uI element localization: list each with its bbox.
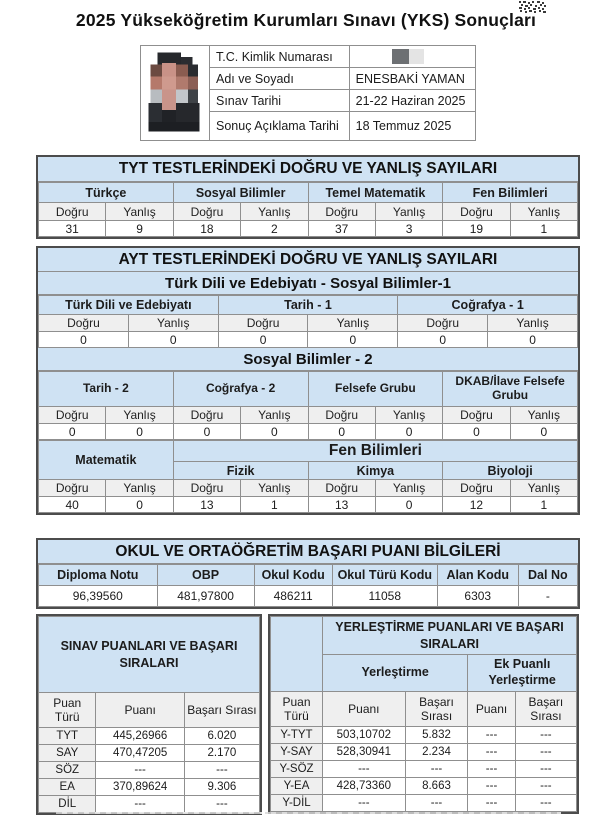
ayt-value: 0 [241,424,308,440]
ayt-value: 0 [443,424,510,440]
ayt-value: 0 [218,332,308,348]
wrong-label: Yanlış [241,480,308,497]
redaction-block [392,49,409,64]
school-info-table [36,538,580,609]
placement-group-main: Yerleştirme [323,655,468,692]
correct-label: Doğru [173,203,240,221]
wrong-label: Yanlış [375,203,442,221]
announce-date-value: 18 Temmuz 2025 [349,112,475,141]
school-col-header: Okul Kodu [254,565,332,586]
extra-rank-value: --- [515,795,576,812]
ayt-subject: Tarih - 2 [39,372,174,407]
tyt-value: 3 [375,221,442,237]
school-col-header: Dal No [518,565,577,586]
ayt-value: 12 [443,497,510,513]
ayt-subject: Felsefe Grubu [308,372,443,407]
rank-value: --- [405,761,468,778]
rank-value: 9.306 [184,779,259,796]
extra-rank-value: --- [515,727,576,744]
rank-value: 6.020 [184,728,259,745]
ayt-value: 0 [488,332,578,348]
school-value: 96,39560 [39,586,158,607]
wrong-label: Yanlış [510,480,577,497]
tyt-value: 19 [443,221,510,237]
score-type: SAY [39,745,96,762]
name-label: Adı ve Soyadı [210,68,350,90]
score-value: 370,89624 [96,779,184,796]
rank-value: 8.663 [405,778,468,795]
placement-row [271,744,577,761]
ayt-value: 0 [375,424,442,440]
extra-rank-value: --- [515,761,576,778]
candidate-photo [141,46,210,141]
correct-label: Doğru [173,480,240,497]
ayt-value: 0 [398,332,488,348]
correct-label: Doğru [398,315,488,332]
correct-label: Doğru [443,407,510,424]
redaction-block [409,49,424,64]
school-col-header: OBP [157,565,254,586]
rank-value: --- [184,762,259,779]
rank-value: 2.234 [405,744,468,761]
wrong-label: Yanlış [241,203,308,221]
tyt-title: TYT TESTLERİNDEKİ DOĞRU VE YANLIŞ SAYILARI [38,157,578,182]
extra-score-value: --- [468,744,515,761]
ayt-subject: Coğrafya - 1 [398,296,578,315]
tyt-value: 1 [510,221,577,237]
placement-group-extra: Ek Puanlı Yerleştirme [468,655,577,692]
wrong-label: Yanlış [106,480,173,497]
score-type: Y-DİL [271,795,323,812]
wrong-label: Yanlış [106,203,173,221]
score-row [39,745,260,762]
score-row [39,762,260,779]
score-type: Y-EA [271,778,323,795]
score-value: 445,26966 [96,728,184,745]
ayt-value: 0 [39,424,106,440]
extra-score-value: --- [468,795,515,812]
exam-scores-table [36,614,262,815]
correct-label: Doğru [39,407,106,424]
col-header-type: Puan Türü [271,692,323,727]
col-header-extra-score: Puanı [468,692,515,727]
school-title: OKUL VE ORTAÖĞRETİM BAŞARI PUANI BİLGİLERİ [38,540,578,564]
col-header-type: Puan Türü [39,693,96,728]
exam-scores-title: SINAV PUANLARI VE BAŞARI SIRALARI [39,617,260,693]
correct-label: Doğru [308,203,375,221]
rank-value: --- [405,795,468,812]
ayt-value: 1 [510,497,577,513]
col-header-score: Puanı [96,693,184,728]
ayt-value: 13 [173,497,240,513]
ayt-section1-title: Türk Dili ve Edebiyatı - Sosyal Bilimler-1 [38,272,578,295]
ayt-value: 1 [241,497,308,513]
extra-rank-value: --- [515,744,576,761]
school-col-header: Okul Türü Kodu [332,565,437,586]
score-value: 503,10702 [323,727,406,744]
tyt-value: 9 [106,221,173,237]
correct-label: Doğru [173,407,240,424]
ayt-subject: DKAB/İlave Felsefe Grubu [443,372,578,407]
correct-label: Doğru [39,480,106,497]
tyt-subject: Temel Matematik [308,183,443,203]
placement-scores-table [268,614,579,814]
ayt-subject: Fizik [173,462,308,480]
school-value: - [518,586,577,607]
score-value: --- [96,762,184,779]
rank-value: 2.170 [184,745,259,762]
ayt-value: 0 [308,332,398,348]
wrong-label: Yanlış [308,315,398,332]
score-row [39,779,260,796]
exam-date-value: 21-22 Haziran 2025 [349,90,475,112]
ayt-subject: Kimya [308,462,443,480]
ayt-section2-title: Sosyal Bilimler - 2 [38,348,578,371]
ayt-value: 0 [510,424,577,440]
ayt-value: 0 [128,332,218,348]
page-title: 2025 Yükseköğretim Kurumları Sınavı (YKS) Sonuçları [75,10,537,30]
extra-score-value: --- [468,778,515,795]
wrong-label: Yanlış [375,407,442,424]
score-type: Y-TYT [271,727,323,744]
school-col-header: Alan Kodu [437,565,518,586]
ayt-title: AYT TESTLERİNDEKİ DOĞRU VE YANLIŞ SAYILARI [38,248,578,272]
ayt-math-label: Matematik [39,441,174,480]
tyt-value: 18 [173,221,240,237]
school-value: 11058 [332,586,437,607]
ayt-subject: Coğrafya - 2 [173,372,308,407]
score-value: --- [323,795,406,812]
col-header-rank: Başarı Sırası [405,692,468,727]
col-header-rank: Başarı Sırası [184,693,259,728]
ayt-subject: Türk Dili ve Edebiyatı [39,296,219,315]
rank-value: 5.832 [405,727,468,744]
ayt-value: 0 [106,424,173,440]
ayt-value: 0 [106,497,173,513]
exam-date-label: Sınav Tarihi [210,90,350,112]
ayt-value: 40 [39,497,106,513]
correct-label: Doğru [308,480,375,497]
announce-date-label: Sonuç Açıklama Tarihi [210,112,350,141]
school-value: 6303 [437,586,518,607]
id-number-redacted [356,48,469,66]
ayt-subject: Biyoloji [443,462,578,480]
placement-title: YERLEŞTİRME PUANLARI VE BAŞARI SIRALARI [323,617,577,655]
tyt-subject: Fen Bilimleri [443,183,578,203]
tyt-value: 2 [241,221,308,237]
ayt-value: 0 [39,332,129,348]
score-type: Y-SÖZ [271,761,323,778]
score-row [39,796,260,813]
ayt-subject: Tarih - 1 [218,296,398,315]
correct-label: Doğru [443,203,510,221]
tyt-value: 37 [308,221,375,237]
wrong-label: Yanlış [241,407,308,424]
correct-label: Doğru [39,203,106,221]
score-type: TYT [39,728,96,745]
wrong-label: Yanlış [375,480,442,497]
wrong-label: Yanlış [488,315,578,332]
school-col-header: Diploma Notu [39,565,158,586]
tyt-results-table [36,155,580,239]
scan-artifact [56,812,561,814]
col-header-score: Puanı [323,692,406,727]
col-header-extra-rank: Başarı Sırası [515,692,576,727]
wrong-label: Yanlış [128,315,218,332]
score-type: SÖZ [39,762,96,779]
school-value: 486211 [254,586,332,607]
tyt-subject: Türkçe [39,183,174,203]
placement-row [271,795,577,812]
placement-row [271,778,577,795]
tyt-subject: Sosyal Bilimler [173,183,308,203]
correct-label: Doğru [39,315,129,332]
wrong-label: Yanlış [510,407,577,424]
score-value: 428,73360 [323,778,406,795]
ayt-value: 0 [375,497,442,513]
extra-score-value: --- [468,761,515,778]
wrong-label: Yanlış [106,407,173,424]
placement-corner-cell [271,617,323,692]
school-value: 481,97800 [157,586,254,607]
extra-rank-value: --- [515,778,576,795]
correct-label: Doğru [308,407,375,424]
score-value: 528,30941 [323,744,406,761]
correct-label: Doğru [443,480,510,497]
name-value: ENESBAKİ YAMAN [349,68,475,90]
score-value: 470,47205 [96,745,184,762]
correct-label: Doğru [218,315,308,332]
ayt-science-title: Fen Bilimleri [173,441,577,462]
score-type: DİL [39,796,96,813]
ayt-value: 0 [308,424,375,440]
rank-value: --- [184,796,259,813]
tyt-value: 31 [39,221,106,237]
score-row [39,728,260,745]
extra-score-value: --- [468,727,515,744]
ayt-value: 13 [308,497,375,513]
ayt-value: 0 [173,424,240,440]
score-type: EA [39,779,96,796]
candidate-info-table [140,45,476,141]
id-number-label: T.C. Kimlik Numarası [210,46,350,68]
wrong-label: Yanlış [510,203,577,221]
placement-row [271,761,577,778]
ayt-results-table [36,246,580,515]
placement-row [271,727,577,744]
score-value: --- [96,796,184,813]
score-type: Y-SAY [271,744,323,761]
score-value: --- [323,761,406,778]
